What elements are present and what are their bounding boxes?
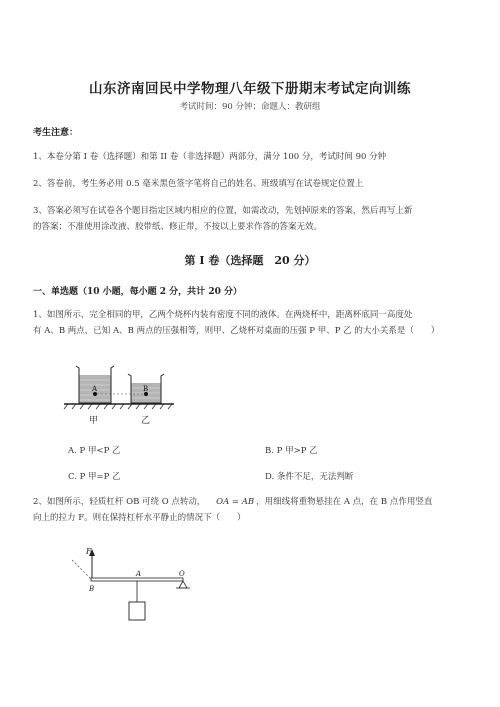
notice-item-2: 2、答卷前，考生务必用 0.5 毫米黑色签字笔将自己的姓名、班级填写在试卷规定位置上 <box>33 179 364 189</box>
beaker-yi <box>128 374 164 403</box>
q2-formula: OA = AB <box>216 497 255 507</box>
beaker-jia <box>76 366 114 403</box>
q2-text-line1 <box>33 495 432 510</box>
label-yi: 乙 <box>141 416 151 426</box>
label-o: O <box>179 570 185 578</box>
label-a: A <box>136 570 142 578</box>
point-b-label: B <box>143 385 149 393</box>
page-title: 山东济南回民中学物理八年级下册期末考试定向训练 <box>89 81 411 97</box>
q1-beakers-figure <box>62 358 182 426</box>
q1-text-line1: 1、如图所示，完全相同的甲，乙两个烧杯内装有密度不同的液体。在两烧杯中，距离杯底同一高度处 <box>33 310 413 320</box>
q2-lever-figure <box>62 540 202 635</box>
part-heading: 一、单选题（10 小题，每小题 2 分，共计 20 分） <box>33 287 242 297</box>
pivot-o <box>179 581 187 588</box>
q2-text-part2: ，用细线将重物悬挂在 A 点，在 B 点作用竖直 <box>256 497 433 507</box>
q2-text-line2: 向上的拉力 F。则在保持杠杆水平静止的情况下（ ） <box>33 513 246 523</box>
notice-heading: 考生注意： <box>33 128 79 138</box>
notice-item-3-cont: 的答案；不准使用涂改液、胶带纸、修正带，不按以上要求作答的答案无效。 <box>33 222 323 232</box>
q1-option-a[interactable]: A. P 甲<P 乙 <box>68 446 121 456</box>
label-jia: 甲 <box>89 416 99 426</box>
exam-info: 考试时间：90 分钟；命题人：教研组 <box>179 102 321 112</box>
force-label: F <box>86 547 92 556</box>
notice-item-1: 1、本卷分第 I 卷（选择题）和第 II 卷（非选择题）两部分，满分 100 分，考试时间 90 分钟 <box>33 152 387 162</box>
q1-option-d[interactable]: D. 条件不足，无法判断 <box>265 472 354 482</box>
q1-option-b[interactable]: B. P 甲>P 乙 <box>265 446 318 456</box>
lever-bar <box>91 578 183 581</box>
point-a-label: A <box>92 385 98 393</box>
section-title: 第 I 卷（选择题 20 分） <box>184 254 316 267</box>
label-b: B <box>89 585 95 593</box>
weight-block <box>129 602 145 620</box>
notice-item-3: 3、答案必须写在试卷各个题目指定区域内相应的位置，如需改动，先划掉原来的答案，然后再写上新 <box>33 206 413 216</box>
q1-text-line2: 有 A、B 两点，已知 A、B 两点的压强相等，则甲、乙烧杯对桌面的压强 P 甲、P 乙 的大小关系是（ ） <box>33 326 440 336</box>
q1-option-c[interactable]: C. P 甲=P 乙 <box>68 472 121 482</box>
q2-text-part1: 2、如图所示，轻质杠杆 OB 可绕 O 点转动， <box>33 497 206 507</box>
dashed-guide <box>72 560 92 580</box>
